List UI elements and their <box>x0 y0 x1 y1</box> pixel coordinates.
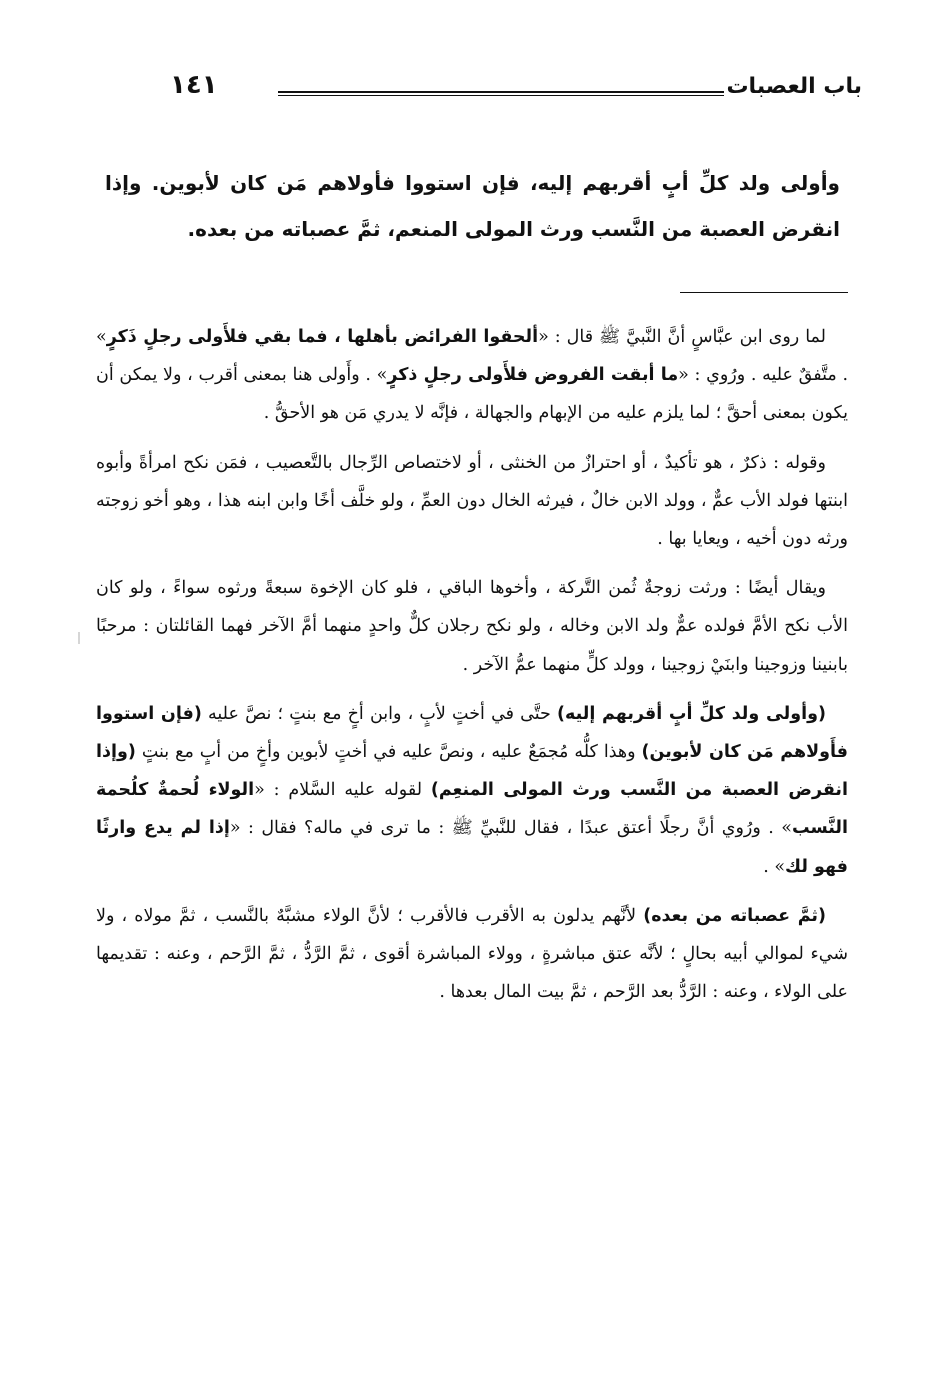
hadith-quote-2: ما أبقت الفروض فلأَولى رجلٍ ذكرٍ <box>387 365 679 386</box>
hadith-quote-3: الولاء لُحمةٌ كلُحمة النَّسب <box>96 780 848 839</box>
commentary-paragraph-2: وقوله : ذكرٌ ، هو تأكيدٌ ، أو احترازٌ من الخنثى ، أو لاختصاص الرِّجال بالتَّعصيب ، فمَن نكح امرأةً وأبوه ابنتها فولد الأب عمٌّ ، وولد الابن خالٌ ، فيرثه الخال دون العمِّ ، ولو خلَّف أخًا وابن ابنه هذا ، وهو أخو زوجته ورثه دون أخيه ، ويعايا بها . <box>96 452 848 550</box>
p4-text-2: وهذا كلُّه مُجمَعٌ عليه ، ونصَّ عليه في أختٍ لأبوين وأخٍ من أبٍ مع بنتٍ <box>135 742 642 763</box>
commentary-paragraph-4 <box>96 695 848 886</box>
margin-mark <box>78 632 80 644</box>
p5-text-1: لأنَّهم يدلون به الأقرب فالأقرب ؛ لأنَّ الولاء مشبَّهٌ بالنَّسب ، ثمَّ مولاه ، ولا شيء لموالي أبيه بحالٍ ؛ لأنَّه عتق مباشرةٍ ، وولاء المباشرة أقوى ، ثمَّ الرَّدُّ ، ثمَّ الرَّحم ، وعنه : تقديمها على الولاء ، وعنه : الرَّدُّ بعد الرَّحم ، ثمَّ بيت المال بعدها . <box>96 905 848 1003</box>
hadith-quote-4: إذا لم يدع وارثًا فهو لك <box>96 818 848 877</box>
p1-text-1: لما روى ابن عبَّاسٍ أنَّ النَّبيَّ ﷺ قال : « <box>538 327 826 347</box>
matn-quote-1: (وأولى ولد كلِّ أبٍ أقربهم إليه) <box>557 703 826 724</box>
hadith-quote-1: ألحقوا الفرائض بأهلها ، فما بقي فلأَولى رجلٍ ذَكرٍ <box>106 327 539 347</box>
matn-quote-2: (فإن استووا فأَولاهم مَن كان لأبوين) <box>96 703 849 763</box>
commentary <box>96 318 848 1022</box>
header-rule <box>278 91 724 96</box>
separator-rule <box>680 292 848 293</box>
p4-text-5: » . <box>763 856 786 877</box>
matn-quote-3: (وإذا انقرض العصبة من النَّسب ورث المولى المنعِم) <box>96 742 848 801</box>
matn-quote-4: (ثمَّ عصباته من بعده) <box>643 905 826 926</box>
p4-text-1: حتَّى في أختٍ لأبٍ ، وابن أخٍ مع بنتٍ ؛ نصَّ عليه <box>201 703 558 724</box>
chapter-title: باب العصبات <box>726 74 862 99</box>
page-header <box>150 70 862 110</box>
p1-text-3: » . وأَولى هنا بمعنى أقرب ، ولا يمكن أن يكون بمعنى أحقَّ ؛ لما يلزم عليه من الإبهام والجهالة ، فإنَّه لا يدري مَن هو الأحقُّ . <box>96 365 848 424</box>
p4-text-3: لقوله عليه السَّلام : « <box>254 780 431 801</box>
commentary-paragraph-3: ويقال أيضًا : ورثت زوجةٌ ثُمن التَّركة ، وأخوها الباقي ، فلو كان الإخوة سبعةً ورثوه سواءً ، ولو كان الأب نكح الأمَّ فولده عمٌّ ولد الابن وخاله ، ولو نكح رجلان كلٌّ واحدٍ منهما أمَّ الآخر فهما القائلتان : مرحبًا بابنينا وزوجينا وابنَيْ زوجينا ، وولد كلٍّ منهما عمُّ الآخر . <box>96 578 848 675</box>
commentary-paragraph-5 <box>96 897 848 1012</box>
p4-text-4: » . ورُوي أنَّ رجلًا أعتق عبدًا ، فقال للنَّبيِّ ﷺ : ما ترى في ماله؟ فقال : « <box>229 818 792 839</box>
page-number: ١٤١ <box>170 70 218 100</box>
p1-text-2: » . متَّفقٌ عليه . ورُوي : « <box>96 327 849 386</box>
matn-text: وأولى ولد كلِّ أبٍ أقربهم إليه، فإن استووا فأولاهم مَن كان لأبوين. وإذا انقرض العصبة من النَّسب ورث المولى المنعم، ثمَّ عصباته من بعده. <box>105 171 840 241</box>
commentary-paragraph-1 <box>96 318 848 433</box>
